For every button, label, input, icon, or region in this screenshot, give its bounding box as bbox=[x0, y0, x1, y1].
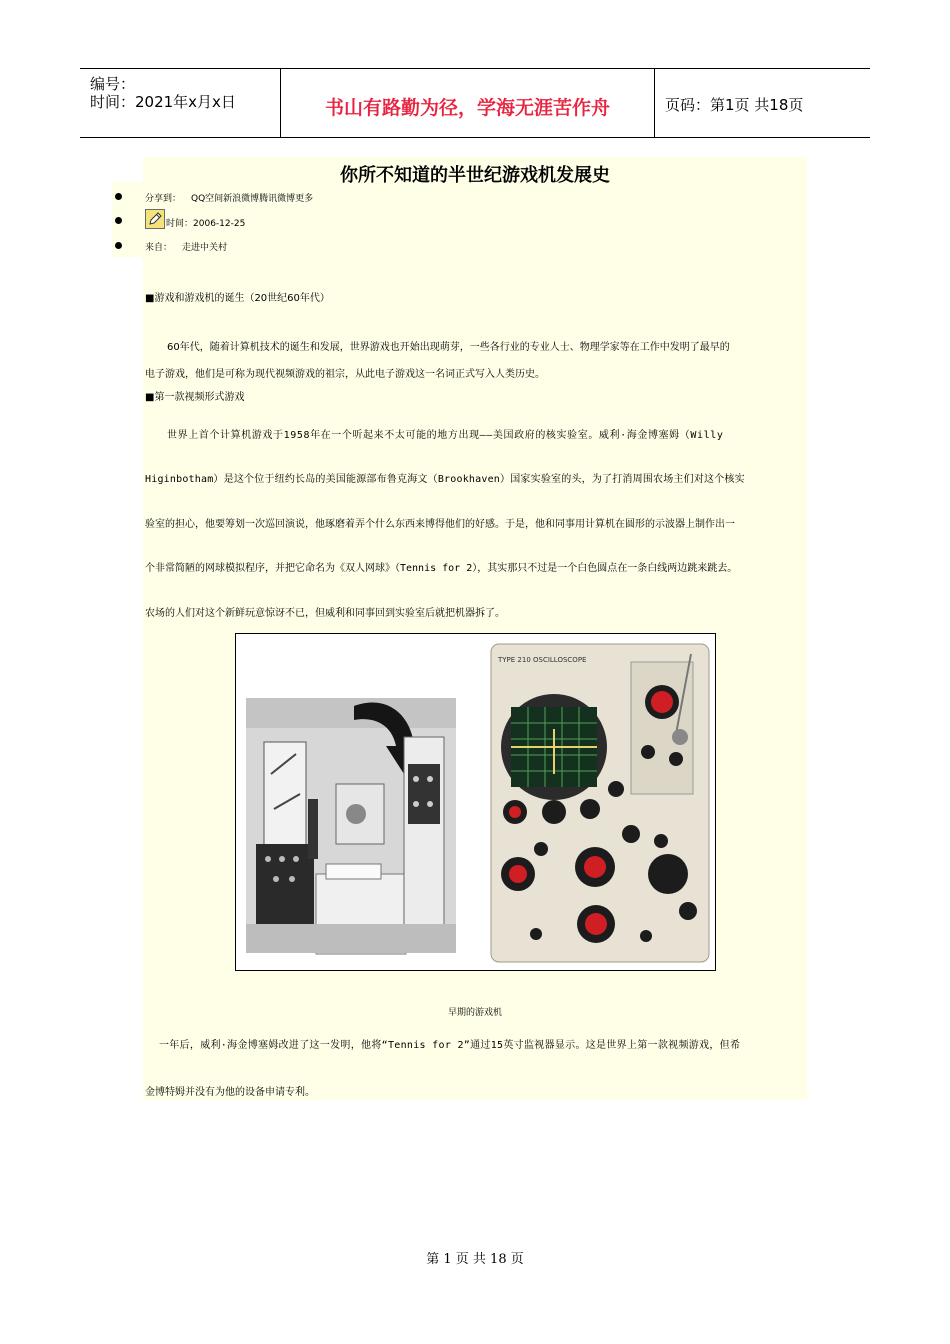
figure-caption: 早期的游戏机 bbox=[447, 1008, 502, 1018]
oscilloscope-label: TYPE 210 OSCILLOSCOPE bbox=[498, 656, 587, 664]
document-number-label: 编号： bbox=[90, 75, 136, 93]
paragraph-2-line-3: 验室的担心，他要筹划一次巡回演说，他琢磨着弄个什么东西来博得他们的好感。于是，他和同事用计算机在圆形的示波器上制作出一 bbox=[145, 519, 735, 530]
time-label: 时间： bbox=[166, 219, 194, 229]
edit-pencil-icon bbox=[145, 209, 165, 229]
header-motto: 书山有路勤为径，学海无涯苦作舟 bbox=[324, 97, 610, 119]
lab-photo bbox=[246, 698, 456, 954]
header-info-cell bbox=[80, 69, 280, 137]
header-page-code: 页码：第1页 共18页 bbox=[665, 96, 804, 114]
bullet bbox=[115, 193, 122, 200]
time-value: 2006-12-25 bbox=[193, 219, 246, 229]
section1-heading: ■游戏和游戏机的诞生（20世纪60年代） bbox=[145, 293, 330, 304]
share-label: 分享到： bbox=[145, 194, 182, 204]
share-targets[interactable]: QQ空间新浪微博腾讯微博更多 bbox=[191, 194, 314, 204]
paragraph-3-line-1: 一年后，威利·海金博塞姆改进了这一发明，他将“Tennis for 2”通过15英寸监视器显示。这是世界上第一款视频游戏，但希 bbox=[159, 1040, 741, 1051]
header-page-cell bbox=[655, 69, 870, 137]
paragraph-2-line-5: 农场的人们对这个新鲜玩意惊讶不已，但威利和同事回到实验室后就把机器拆了。 bbox=[145, 608, 505, 619]
document-header bbox=[80, 68, 870, 138]
share-row bbox=[145, 191, 313, 204]
paragraph-3-line-2: 金博特姆并没有为他的设备申请专利。 bbox=[145, 1087, 315, 1098]
time-row bbox=[166, 216, 245, 229]
paragraph-1-line-1: 60年代，随着计算机技术的诞生和发展，世界游戏也开始出现萌芽，一些各行业的专业人士、物理学家等在工作中发明了最早的 bbox=[167, 342, 730, 353]
paragraph-1-line-2: 电子游戏，他们是可称为现代视频游戏的祖宗，从此电子游戏这一名词正式写入人类历史。 bbox=[145, 369, 545, 380]
paragraph-2-line-4: 个非常简陋的网球模拟程序，并把它命名为《双人网球》（Tennis for 2），其实那只不过是一个白色圆点在一条白线两边跳来跳去。 bbox=[145, 563, 738, 574]
photo-illustration bbox=[236, 634, 715, 970]
paragraph-2-line-2: Higinbotham）是这个位于纽约长岛的美国能源部布鲁克海文（Brookhaven）国家实验室的头，为了打消周围农场主们对这个核实 bbox=[145, 474, 745, 485]
source-value: 走进中关村 bbox=[182, 243, 228, 253]
early-game-machine-photo bbox=[235, 633, 716, 971]
page-footer: 第 1 页 共 18 页 bbox=[426, 1252, 524, 1267]
source-row bbox=[145, 240, 227, 253]
bullet bbox=[115, 217, 122, 224]
source-label: 来自： bbox=[145, 243, 173, 253]
bullet bbox=[115, 242, 122, 249]
document-time-label: 时间：2021年x月x日 bbox=[90, 93, 236, 111]
paragraph-2-line-1: 世界上首个计算机游戏于1958年在一个听起来不太可能的地方出现——美国政府的核实验室。威利·海金博塞姆（Willy bbox=[167, 430, 724, 441]
article-title: 你所不知道的半世纪游戏机发展史 bbox=[340, 165, 610, 186]
section2-heading: ■第一款视频形式游戏 bbox=[145, 392, 245, 403]
oscilloscope-photo bbox=[491, 644, 709, 962]
header-motto-cell bbox=[280, 69, 655, 137]
